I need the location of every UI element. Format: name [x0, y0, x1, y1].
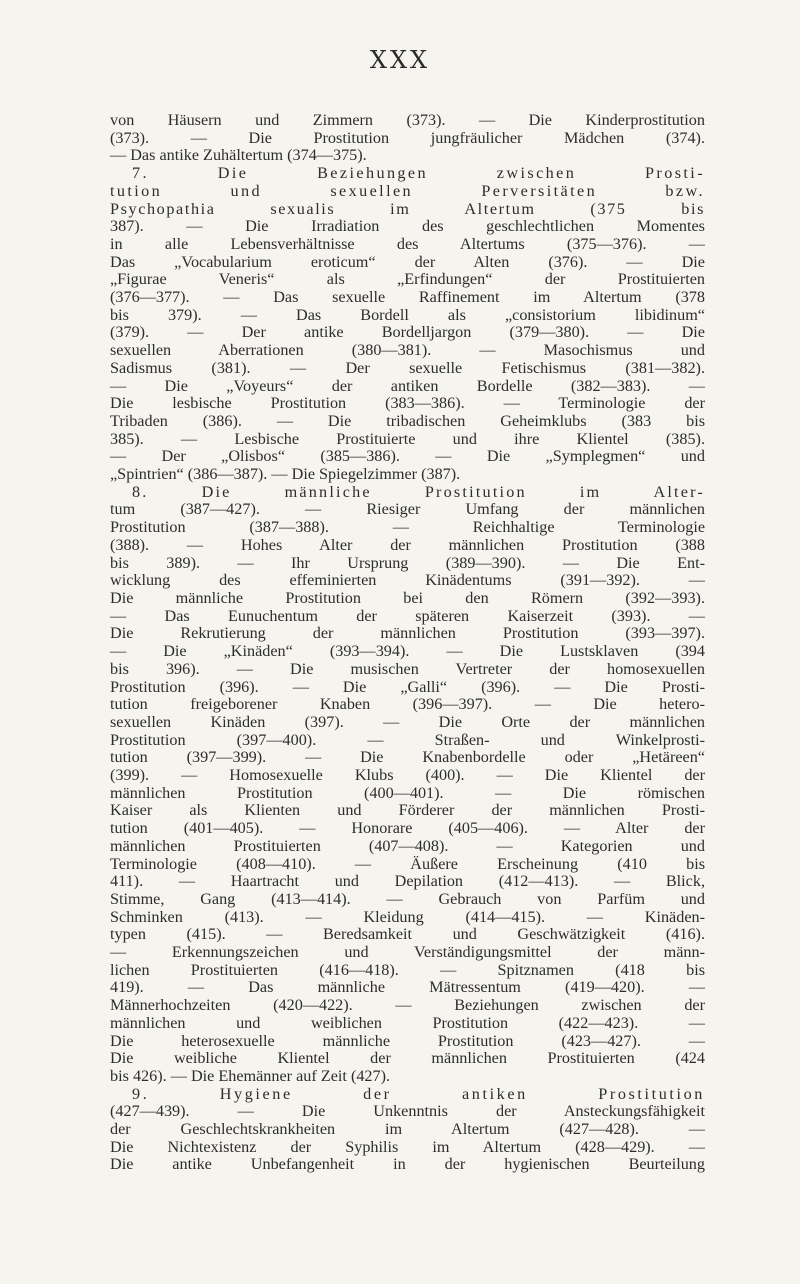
text-line: in alle Lebensverhältnisse des Altertums (375—376). — [110, 234, 705, 253]
text-line: Die männliche Prostitution bei den Römern (392—393). [110, 588, 705, 607]
text-line: männlichen Prostitution (400—401). — Die römischen [110, 783, 705, 802]
text-line: tution freigeborener Knaben (396—397). — Die hetero- [110, 695, 705, 714]
text-line: Prostitution (387—388). — Reichhaltige Terminologie [110, 518, 705, 537]
text-line: Die Nichtexistenz der Syphilis im Altertum (428—429). — [110, 1137, 705, 1156]
text-line: sexuellen Aberrationen (380—381). — Masochismus und [110, 341, 705, 360]
text-line: — Das antike Zuhältertum (374—375). [110, 146, 367, 165]
text-line: 387). — Die Irradiation des geschlechtlichen Momentes [110, 217, 705, 236]
text-line: — Das Eunuchentum der späteren Kaiserzeit (393). — [110, 606, 705, 625]
text-line: Das „Vocabularium eroticum“ der Alten (376). — Die [110, 252, 705, 271]
text-line: männlichen und weiblichen Prostitution (422—423). — [110, 1013, 705, 1032]
text-line: bis 396). — Die musischen Vertreter der homosexuellen [110, 659, 705, 678]
section-heading-line: Psychopathia sexualis im Altertum (375 bis [110, 199, 705, 218]
text-line: Terminologie (408—410). — Äußere Erscheinung (410 bis [110, 854, 705, 873]
text-line: 419). — Das männliche Mätressentum (419—420). — [110, 978, 705, 997]
text-line: — Erkennungszeichen und Verständigungsmittel der männ- [110, 943, 705, 962]
text-line: — Der „Olisbos“ (385—386). — Die „Symplegmen“ und [110, 447, 705, 466]
text-line: Die lesbische Prostitution (383—386). — Terminologie der [110, 394, 705, 413]
text-line: 411). — Haartracht und Depilation (412—413). — Blick, [110, 872, 705, 891]
text-line: Die weibliche Klientel der männlichen Prostituierten (424 [110, 1049, 705, 1068]
text-line: (376—377). — Das sexuelle Raffinement im Altertum (378 [110, 288, 705, 307]
text-line: tution (401—405). — Honorare (405—406). — Alter der [110, 819, 705, 838]
section-heading-line: 8. Die männliche Prostitution im Alter- [132, 482, 705, 501]
table-of-contents-text [110, 112, 705, 1174]
text-line: Männerhochzeiten (420—422). — Beziehungen zwischen der [110, 996, 705, 1015]
text-line: Prostitution (396). — Die „Galli“ (396). — Die Prosti- [110, 677, 705, 696]
text-line: tum (387—427). — Riesiger Umfang der männlichen [110, 500, 705, 519]
text-line: (379). — Der antike Bordelljargon (379—380). — Die [110, 323, 705, 342]
text-line: tution (397—399). — Die Knabenbordelle oder „Hetäreen“ [110, 748, 705, 767]
text-line: der Geschlechtskrankheiten im Altertum (427—428). — [110, 1120, 705, 1139]
text-line: Tribaden (386). — Die tribadischen Geheimklubs (383 bis [110, 411, 705, 430]
text-line: Prostitution (397—400). — Straßen- und Winkelprosti- [110, 730, 705, 749]
text-line: — Die „Voyeurs“ der antiken Bordelle (382—383). — [110, 376, 705, 395]
text-line: (427—439). — Die Unkenntnis der Ansteckungsfähigkeit [110, 1102, 705, 1121]
text-line: Die heterosexuelle männliche Prostitution (423—427). — [110, 1031, 705, 1050]
text-line: bis 379). — Das Bordell als „consistorium libidinum“ [110, 305, 705, 324]
text-line: Schminken (413). — Kleidung (414—415). — Kinäden- [110, 907, 705, 926]
text-line: — Die „Kinäden“ (393—394). — Die Lustsklaven (394 [110, 642, 705, 661]
text-line: männlichen Prostituierten (407—408). — Kategorien und [110, 836, 705, 855]
text-line: lichen Prostituierten (416—418). — Spitznamen (418 bis [110, 960, 705, 979]
text-line: wicklung des effeminierten Kinädentums (391—392). — [110, 571, 705, 590]
text-line: (388). — Hohes Alter der männlichen Prostitution (388 [110, 535, 705, 554]
text-line: Die antike Unbefangenheit in der hygienischen Beurteilung [110, 1155, 705, 1174]
section-heading-line: 7. Die Beziehungen zwischen Prosti- [132, 164, 705, 183]
text-line: Die Rekrutierung der männlichen Prostitution (393—397). [110, 624, 705, 643]
text-line: Kaiser als Klienten und Förderer der männlichen Prosti- [110, 801, 705, 820]
text-line: „Figurae Veneris“ als „Erfindungen“ der Prostituierten [110, 270, 705, 289]
text-line: (399). — Homosexuelle Klubs (400). — Die Klientel der [110, 766, 705, 785]
section-heading-line: tution und sexuellen Perversitäten bzw. [110, 181, 705, 200]
section-heading-line: 9. Hygiene der antiken Prostitution [132, 1084, 705, 1103]
text-line: (373). — Die Prostitution jungfräulicher Mädchen (374). [110, 128, 705, 147]
text-line: „Spintrien“ (386—387). — Die Spiegelzimmer (387). [110, 465, 461, 484]
text-line: Stimme, Gang (413—414). — Gebrauch von Parfüm und [110, 889, 705, 908]
page-number: XXX [369, 46, 431, 74]
text-line: 385). — Lesbische Prostituierte und ihre Klientel (385). [110, 429, 705, 448]
text-line: typen (415). — Beredsamkeit und Geschwätzigkeit (416). [110, 925, 705, 944]
text-line: bis 389). — Ihr Ursprung (389—390). — Die Ent- [110, 553, 705, 572]
text-line: von Häusern und Zimmern (373). — Die Kinderprostitution [110, 111, 705, 129]
text-line: Sadismus (381). — Der sexuelle Fetischismus (381—382). [110, 358, 705, 377]
text-line: bis 426). — Die Ehemänner auf Zeit (427). [110, 1066, 391, 1085]
text-line: sexuellen Kinäden (397). — Die Orte der männlichen [110, 712, 705, 731]
